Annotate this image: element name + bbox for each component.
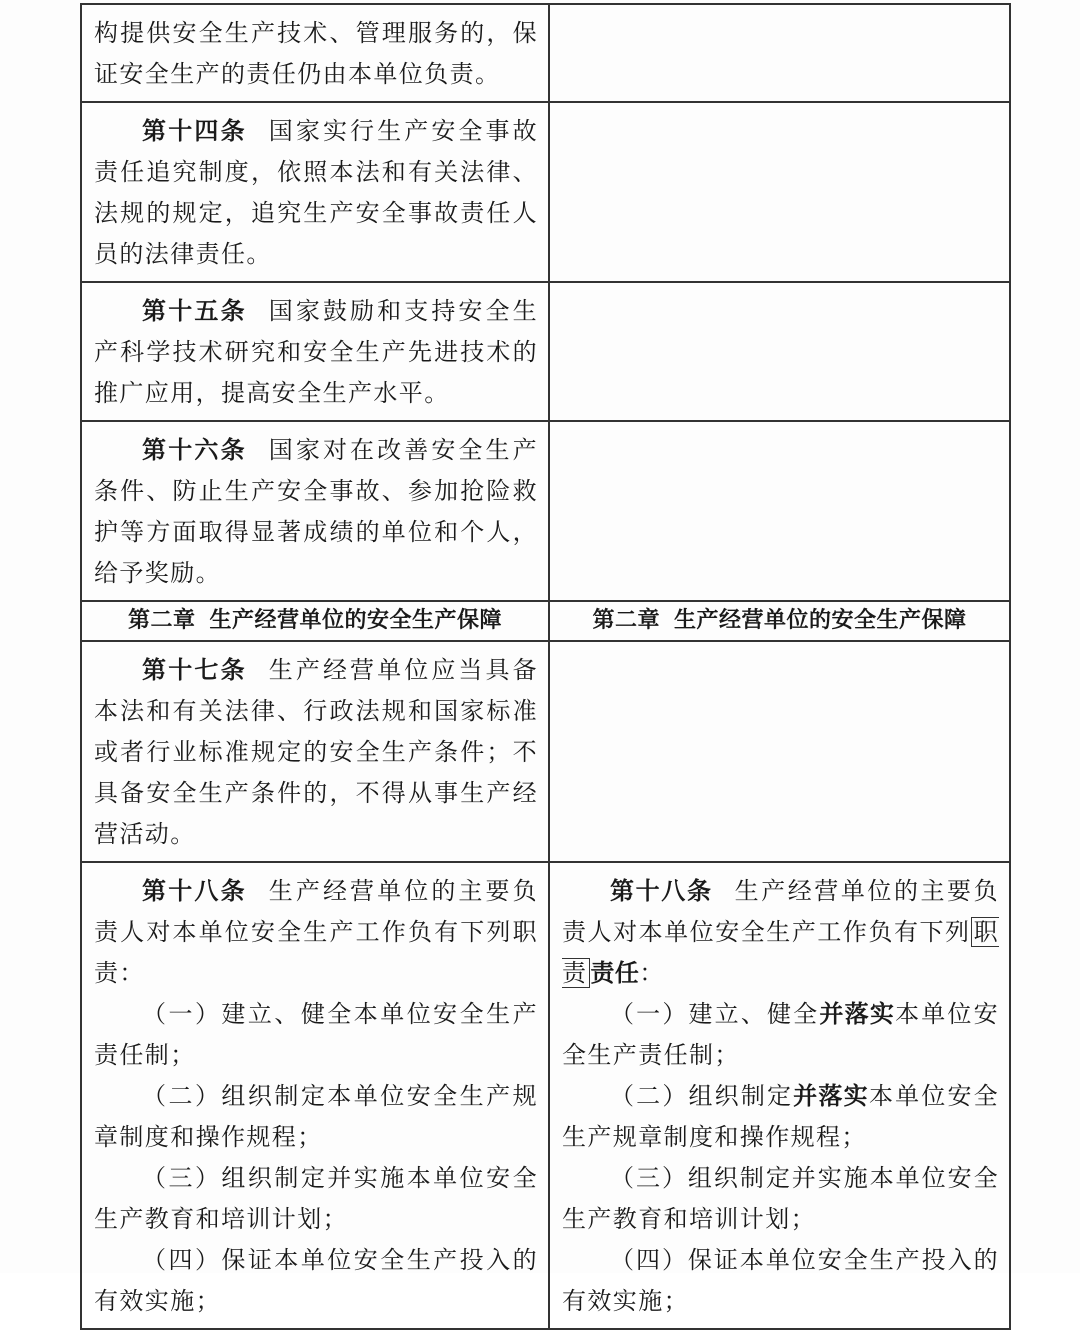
chapter-number: 第二章 xyxy=(592,608,660,633)
article-text: 生产经营单位的主要负责人对本单位安全生产工作负有下列 xyxy=(562,877,1000,946)
article-number: 第十四条 xyxy=(142,117,247,145)
list-item: （三）组织制定并实施本单位安全生产教育和培训计划； xyxy=(94,1164,538,1233)
new-text-cell xyxy=(549,862,1010,1329)
list-item xyxy=(562,1076,999,1158)
old-chapter-heading xyxy=(81,601,549,641)
article-number: 第十六条 xyxy=(142,436,247,464)
new-chapter-heading xyxy=(549,601,1010,641)
list-item: （四）保证本单位安全生产投入的有效实施； xyxy=(562,1246,999,1315)
chapter-number: 第二章 xyxy=(127,608,196,633)
article-number: 第十七条 xyxy=(142,656,247,684)
table-row xyxy=(81,641,1010,862)
article-text: 生产经营单位的主要负责人对本单位安全生产工作负有下列职责： xyxy=(94,877,539,987)
added-text: 责任 xyxy=(590,959,640,987)
new-text-cell xyxy=(549,282,1010,421)
item-text: （一）建立、健全 xyxy=(610,1000,820,1028)
article-text: 国家实行生产安全事故责任追究制度，依照本法和有关法律、法规的规定，追究生产安全事故责任人员的法律责任。 xyxy=(94,117,539,268)
article-text: 国家鼓励和支持安全生产科学技术研究和安全生产先进技术的推广应用，提高安全生产水平。 xyxy=(94,297,539,407)
chapter-title: 生产经营单位的安全生产保障 xyxy=(209,608,503,633)
item-text: 本单位安全生产规章制度和操作规程； xyxy=(562,1082,1000,1151)
old-text-cell xyxy=(81,421,549,601)
article-text: 生产经营单位应当具备本法和有关法律、行政法规和国家标准或者行业标准规定的安全生产条件；不具备安全生产条件的，不得从事生产经营活动。 xyxy=(94,656,539,848)
old-text-cell xyxy=(81,4,549,102)
new-text-cell xyxy=(549,641,1010,862)
added-text: 并落实 xyxy=(793,1082,869,1110)
article-number: 第十五条 xyxy=(142,297,247,325)
list-item: （二）组织制定本单位安全生产规章制度和操作规程； xyxy=(94,1082,538,1151)
deleted-text-box: 职责 xyxy=(562,918,999,987)
old-text-cell xyxy=(81,282,549,421)
added-text: 并落实 xyxy=(819,1000,896,1028)
table-row xyxy=(81,4,1010,102)
chapter-heading-row xyxy=(81,601,1010,641)
new-text-cell xyxy=(549,102,1010,282)
new-text-cell xyxy=(549,4,1010,102)
list-item: （四）保证本单位安全生产投入的有效实施； xyxy=(94,1246,538,1315)
list-item xyxy=(562,994,999,1076)
list-item: （一）建立、健全本单位安全生产责任制； xyxy=(94,1000,538,1069)
table-row xyxy=(81,862,1010,1329)
old-text-cell xyxy=(81,862,549,1329)
comparison-table xyxy=(80,3,1011,1330)
article-text: 国家对在改善安全生产条件、防止生产安全事故、参加抢险救护等方面取得显著成绩的单位和个人，给予奖励。 xyxy=(94,436,539,587)
article-number: 第十八条 xyxy=(142,877,247,905)
chapter-title: 生产经营单位的安全生产保障 xyxy=(674,608,967,633)
new-text-cell xyxy=(549,421,1010,601)
article-continuation: 构提供安全生产技术、管理服务的，保证安全生产的责任仍由本单位负责。 xyxy=(94,19,538,88)
item-text: （二）组织制定 xyxy=(610,1082,794,1110)
article-text: ： xyxy=(639,959,665,987)
table-row xyxy=(81,282,1010,421)
old-text-cell xyxy=(81,641,549,862)
table-row xyxy=(81,421,1010,601)
old-text-cell xyxy=(81,102,549,282)
article-number: 第十八条 xyxy=(610,877,713,905)
list-item: （三）组织制定并实施本单位安全生产教育和培训计划； xyxy=(562,1164,999,1233)
item-text: 本单位安全生产责任制； xyxy=(562,1000,999,1069)
table-row xyxy=(81,102,1010,282)
